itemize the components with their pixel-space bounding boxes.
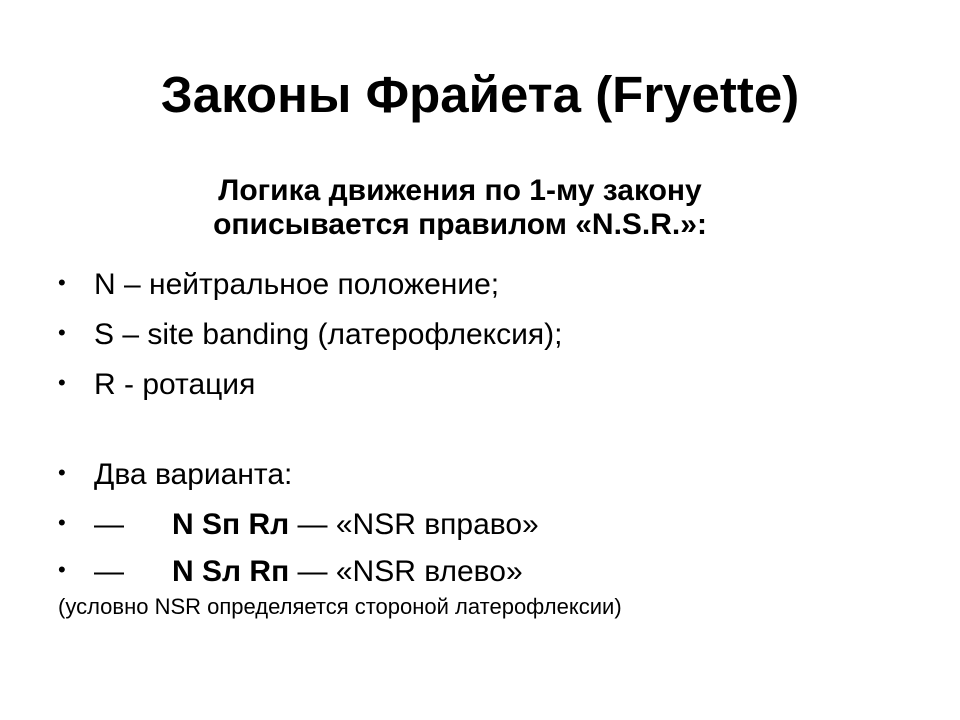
formula-description: — «NSR вправо» xyxy=(289,508,539,541)
bullet-text: Два варианта: xyxy=(94,458,293,491)
bullet-icon: • xyxy=(58,460,66,485)
subtitle-line-2: описывается правилом «N.S.R.»: xyxy=(213,208,707,241)
bullet-text: S – site banding (латерофлексия); xyxy=(94,318,563,351)
bullet-icon: • xyxy=(58,510,66,535)
bullet-icon: • xyxy=(58,557,66,582)
bullet-item-nsr-left xyxy=(58,550,523,592)
dash-symbol: — xyxy=(94,555,124,588)
footnote: (условно NSR определяется стороной латерофлексии) xyxy=(58,594,622,619)
subtitle-line-1: Логика движения по 1-му закону xyxy=(218,174,702,207)
bullet-icon: • xyxy=(58,270,66,295)
bold-formula: N Sп Rл xyxy=(172,508,290,541)
bullet-text: R - ротация xyxy=(94,368,256,401)
bullet-icon: • xyxy=(58,370,66,395)
formula-description: — «NSR влево» xyxy=(289,555,523,588)
bullet-item-r xyxy=(58,363,255,405)
bullet-item-nsr-right xyxy=(58,503,539,545)
bullet-item-variants xyxy=(58,453,292,495)
bullet-icon: • xyxy=(58,320,66,345)
bullet-item-s xyxy=(58,313,562,355)
slide-title: Законы Фрайета (Fryette) xyxy=(160,66,800,123)
bullet-text: N – нейтральное положение; xyxy=(94,268,500,301)
bold-formula: N Sл Rп xyxy=(172,555,290,588)
bullet-item-n xyxy=(58,263,499,305)
dash-symbol: — xyxy=(94,508,124,541)
bullet-text xyxy=(94,552,523,592)
bullet-text xyxy=(94,505,539,545)
